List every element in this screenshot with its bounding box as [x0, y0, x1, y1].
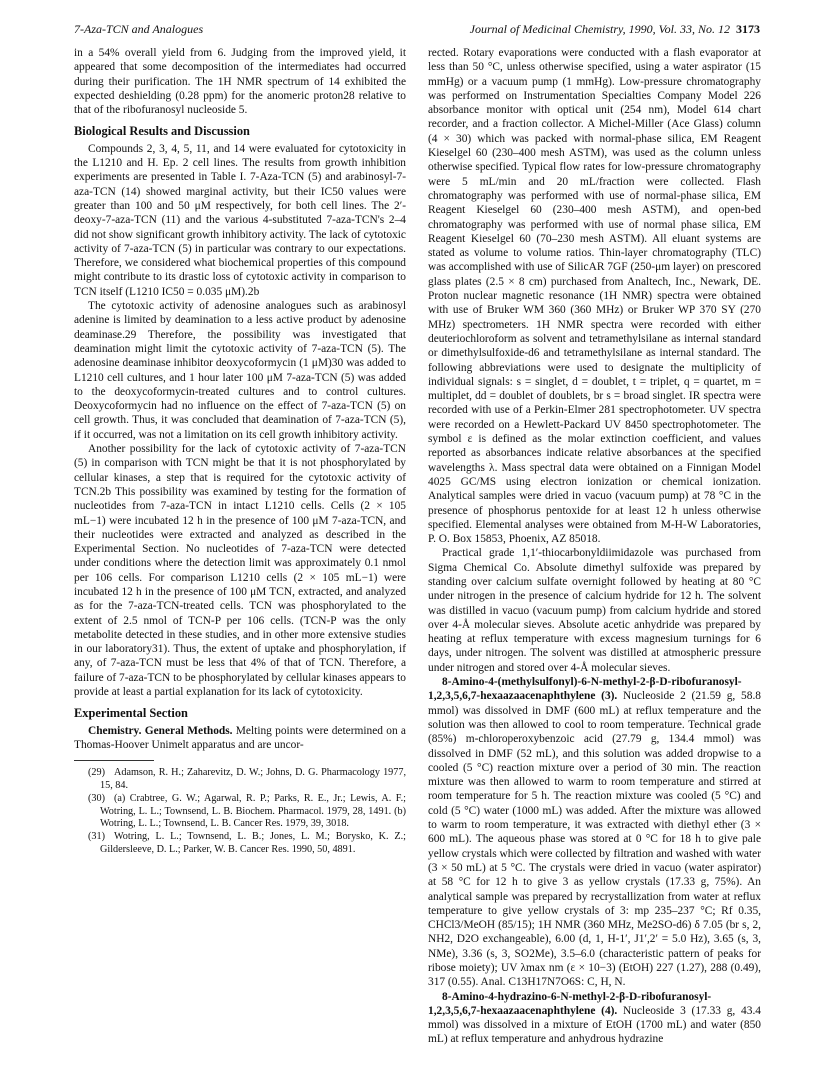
reagents-paragraph: Practical grade 1,1′-thiocarbonyldiimidazole was purchased from Sigma Chemical Co. Absolute dimethyl sulfoxide was prepared by standing over calcium sulfate overnight followed by heating at 80 °C under nitrogen in the presence of calcium hydride for 12 h. The solvent was distilled in vacuo (vacuum pump) from calcium hydride and stored over 4-Å molecular sieves. Absolute acetic anhydride was prepared by heating at reflux temperature with excess magnesium turnings for 6 days, under nitrogen. The solvent was distilled at atmospheric pressure under nitrogen and stored over 4-Å molecular sieves. [428, 547, 761, 674]
bio-paragraph-2: The cytotoxic activity of adenosine analogues such as arabinosyl adenine is limited by deamination to a less active product by adenosine deaminase.29 Therefore, the possibility was investigated that deamination might limit the cytotoxic activity of 7-aza-TCN (5). The adenosine deaminase inhibitor deoxycoformycin (1 μM)30 was added to L1210 cell cultures, and 1 hour later 100 μM 7-aza-TCN (5) was added to the deoxycoformycin-treated cultures and to control cultures. Deoxycoformycin had no influence on the effect of 7-aza-TCN (5) on cell growth. Thus, it was concluded that deamination of 7-aza-TCN (5), if it occurred, was not a limitation on its cell growth inhibitory activity. [74, 300, 406, 441]
right-column [428, 46, 761, 1047]
section-heading-biological: Biological Results and Discussion [74, 124, 250, 139]
footnote-separator [74, 760, 154, 761]
compound-3-text: Nucleoside 2 (21.59 g, 58.8 mmol) was dissolved in DMF (600 mL) at reflux temperature and the solution was then allowed to cool to room temperature. Technical grade (85%) m-chloroperoxybenzoic acid (27.79 g, 134.4 mmol) was dissolved in DMF (52 mL), and this solution was added dropwise to a cooled (5 °C) reaction mixture over a period of 30 min. The reaction mixture was then allowed to warm to room temperature and stirred at room temperature for 5 h. The reaction mixture was cooled (5 °C) and cold (5 °C) water (1000 mL) was added. After the mixture was allowed to warm to room temperature, it was extracted with diethyl ether (3 × 600 mL). The aqueous phase was stored at 0 °C for 18 h to give pale yellow crystals which were collected by filtration and washed with water (3 × 50 mL) at 5 °C. The crystals were dried in vacuo (water aspirator) at 58 °C for 12 h to give 3 as yellow crystals (17.33 g, 75%). An analytical sample was prepared by recrystallization from water at reflux temperature to give yellow crystals of 3: mp 235–237 °C; Rf 0.35, CHCl3/MeOH (85/15); 1H NMR (360 MHz, Me2SO-d6) δ 7.05 (br s, 2, NH2, D2O exchangeable), 6.00 (d, 1, H-1′, J1′,2′ = 5.0 Hz), 3.65 (s, 3, NMe), 3.36 (s, 3, SO2Me), 3.5–6.0 (characteristic pattern of peaks for ribose moiety); UV λmax nm (ε × 10−3) (EtOH) 227 (1.27), 288 (0.49), 317 (0.55). Anal. C13H17N7O6S: C, H, N. [428, 690, 761, 989]
reference-text: Wotring, L. L.; Townsend, L. B.; Jones, L. M.; Borysko, K. Z.; Gildersleeve, D. L.; Parker, W. B. Cancer Res. 1990, 50, 4891. [100, 831, 406, 856]
bio-paragraph-3: Another possibility for the lack of cytotoxic activity of 7-aza-TCN (5) in comparison with TCN might be that it is not phosphorylated by cellular kinases, a step that is required for the cytotoxic activity of TCN.2b This possibility was examined by testing for the formation of nucleotides from 7-aza-TCN in intact L1210 cells. Cells (2 × 105 mL−1) were incubated 12 h in the presence of 100 μM 7-aza-TCN, and their nucleotides were extracted and analyzed as described in the Experimental Section. No nucleotides of 7-aza-TCN were detected under conditions where the detection limit was approximately 0.1 nmol per 106 cells. For comparison L1210 cells (2 × 105 mL−1) were incubated 12 h in the presence of 100 μM TCN, extracted, and analyzed as for the 7-aza-TCN-treated cells. TCN was phosphorylated to the extent of 2.5 nmol of TCN-P per 106 cells. (TCN-P was the only metabolite detected in these studies, and in other more extensive studies in our laboratory31). Thus, the extent of uptake and phosphorylation, if any, of 7-aza-TCN must be less that 4% of that of TCN. Therefore, a failure of 7-aza-TCN to be phosphorylated by cellular kinases appears to provide at least a partial explanation for its lack of cytotoxicity. [74, 443, 406, 699]
general-methods-paragraph [74, 724, 406, 753]
general-methods-text: Melting points were determined on a Thomas-Hoover Unimelt apparatus and are uncor- [74, 724, 406, 751]
compound-3-paragraph [428, 675, 761, 990]
reference-30 [74, 793, 406, 831]
left-column [74, 46, 406, 857]
reference-number: (31) [88, 831, 105, 843]
general-methods-runin: Chemistry. General Methods. [88, 724, 233, 737]
methods-paragraph: rected. Rotary evaporations were conducted with a flash evaporator at less than 50 °C, unless otherwise specified, using a water aspirator (15 mmHg) or a vacuum pump (1 mmHg). Low-pressure chromatography was performed on Instrumentation Specialties Company Model 226 absorbance monitor with optical unit (254 nm), Model 614 chart recorder, and a fraction collector. A Michel-Miller (Ace Glass) column (4 × 30) which was packed with normal-phase silica, EM Reagent Kieselgel 60 (230–400 mesh ASTM), was used as the column unless otherwise specified. Typical flow rates for low-pressure chromatography were 5 mL/min and 20 mL/fraction were collected. Flash chromatography was performed with use of normal-phase silica, EM Reagent Kieselgel 60 (230–400 mesh ASTM), and open-bed chromatography was performed with use of normal phase silica, EM Reagent Kieselgel 60 (70–230 mesh ASTM). All eluant systems are stated as volume to volume ratios. Thin-layer chromatography (TLC) was accomplished with use of SilicAR 7GF (250-μm layer) on prescored glass plates (2.5 × 8 cm) purchased from Analtech, Inc., Newark, DE. Proton nuclear magnetic resonance (1H NMR) spectra were obtained with use of Bruker WM 360 (360 MHz) or Bruker WP 370 SY (270 MHz) spectrometers. 1H NMR spectra were recorded with either deuteriochloroform as solvent and tetramethylsilane as internal standard or dimethylsulfoxide-d6 and tetramethylsilane as internal standard. The following abbreviations were used to designate the multiplicity of individual signals: s = singlet, d = doublet, t = triplet, q = quartet, m = multiplet, dd = doublet of doublets, br s = broad singlet. IR spectra were recorded with use of a Perkin-Elmer 281 spectrophotometer. UV spectra were recorded on a Hewlett-Packard UV 8450 spectrophotometer. The symbol ε is defined as the molar extinction coefficient, and values reported as absorbances indicate relative absorbances at the specified wavelengths λ. Mass spectral data were obtained on a Finnigan Model 4025 GC/MS using electron ionization or chemical ionization. Analytical samples were dried in vacuo (vacuum pump) at 78 °C in the presence of phosphorus pentoxide for at least 12 h unless otherwise specified. Elemental analyses were obtained from M-H-W Laboratories, P. O. Box 15853, Phoenix, AZ 85018. [428, 47, 761, 546]
compound-4-text: Nucleoside 3 (17.33 g, 43.4 mmol) was dissolved in a mixture of EtOH (1700 mL) and water (850 mL) at reflux temperature and anhydrous hydrazine [428, 1004, 761, 1046]
running-header [74, 22, 760, 42]
journal-name: Journal of Medicinal Chemistry, 1990, Vol. 33, No. 12 [469, 22, 730, 36]
reference-number: (29) [88, 767, 105, 779]
reference-text: Adamson, R. H.; Zaharevitz, D. W.; Johns, D. G. Pharmacology 1977, 15, 84. [100, 767, 406, 792]
reference-29 [74, 767, 406, 793]
compound-4-title: 8-Amino-4-hydrazino-6-N-methyl-2-β-D-ribofuranosyl-1,2,3,5,6,7-hexaazaacenaphthylene (4). [428, 990, 712, 1017]
reference-31 [74, 831, 406, 857]
journal-citation [470, 22, 760, 37]
reference-number: (30) [88, 792, 105, 804]
compound-4-paragraph [428, 990, 761, 1047]
section-heading-experimental: Experimental Section [74, 706, 188, 721]
running-title: 7-Aza-TCN and Analogues [74, 22, 204, 36]
page-number: 3173 [736, 22, 760, 36]
compound-3-title: 8-Amino-4-(methylsulfonyl)-6-N-methyl-2-β-D-ribofuranosyl-1,2,3,5,6,7-hexaazaacenaphthylene (3). [428, 676, 742, 703]
intro-paragraph: in a 54% overall yield from 6. Judging from the improved yield, it appeared that some decomposition of the intermediates had occurred during their purification. The 1H NMR spectrum of 14 exhibited the expected deshielding (0.28 ppm) for the anomeric proton28 relative to that of the ribofuranosyl nucleoside 5. [74, 47, 406, 117]
bio-paragraph-1: Compounds 2, 3, 4, 5, 11, and 14 were evaluated for cytotoxicity in the L1210 and H. Ep. 2 cell lines. The results from growth inhibition experiments are presented in Table I. 7-Aza-TCN (5) and arabinosyl-7-aza-TCN (14) showed marginal activity, but their IC50 values were greater than 100 and 50 μM respectively, for both cell lines. The 2′-deoxy-7-aza-TCN (11) and the various 4-substituted 7-aza-TCN's 2–4 did not show significant growth inhibitory activity. The lack of cytotoxic activity of 7-aza-TCN (5) in particular was contrary to our expectations. Therefore, we considered what biochemical properties of this compound might contribute to its drastic loss of cytotoxic activity in comparison to TCN itself (L1210 IC50 = 0.035 μM).2b [74, 142, 406, 298]
footnote-references [74, 767, 406, 857]
reference-text: (a) Crabtree, G. W.; Agarwal, R. P.; Parks, R. E., Jr.; Lewis, A. F.; Wotring, L. L.; Townsend, L. B. Biochem. Pharmacol. 1979, 28, 1491. (b) Wotring, L. L.; Townsend, L. B. Cancer Res. 1979, 39, 3018. [100, 792, 406, 830]
